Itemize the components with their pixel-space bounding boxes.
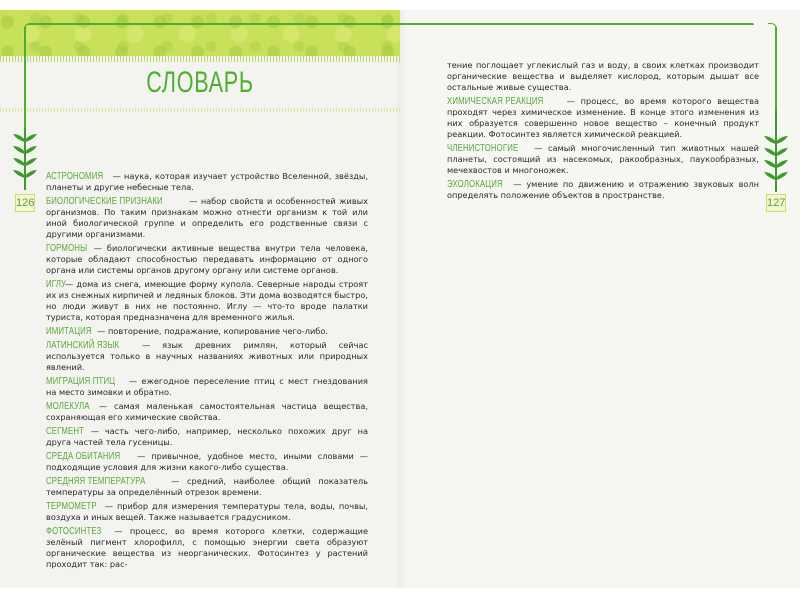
glossary-entry [46,326,368,337]
glossary-entry [46,451,368,473]
glossary-term: МИГРАЦИЯ ПТИЦ [46,376,116,387]
glossary-continuation: тение поглощает углекислый газ и воду, в своих клетках производит органические вещества и выделяет кислород, которым дышат все остальные живые существа. [447,60,759,92]
page-number-right: 127 [766,194,786,212]
glossary-definition: — ежегодное переселение птиц с мест гнездования на место зимовки и обратно. [46,376,368,397]
glossary-entry [447,96,759,140]
glossary-definition: — средний, наиболее общий показатель температуры за определённый отрезок времени. [46,476,368,497]
glossary-term: ЛАТИНСКИЙ ЯЗЫК [46,340,120,351]
glossary-left-column [46,171,368,573]
glossary-definition: — повторение, подражание, копирование чего-либо. [94,326,328,336]
page-number-left: 126 [15,194,35,212]
plant-sprout-icon [759,110,793,198]
glossary-term: ЭХОЛОКАЦИЯ [447,179,503,190]
book-spread [0,10,800,588]
glossary-entry [447,143,759,176]
glossary-entry [46,171,368,193]
glossary-entry [46,476,368,498]
glossary-entry [46,376,368,398]
glossary-term: ФОТОСИНТЕЗ [46,526,102,537]
glossary-term: СЕГМЕНТ [46,426,85,437]
glossary-entry [46,243,368,276]
glossary-term: МОЛЕКУЛА [46,401,90,412]
glossary-definition: — процесс, во время которого вещества проходят через химическое изменение. В конце этого изменения из них образуется совершенно новое вещество – конечный продукт реакции. Фотосинтез является химической реакцией. [447,96,759,139]
glossary-term: ИГЛУ [46,279,67,290]
frame-top-line [28,23,754,25]
glossary-entry [46,526,368,570]
glossary-term: АСТРОНОМИЯ [46,171,104,182]
glossary-term: ЧЛЕНИСТОНОГИЕ [447,143,519,154]
glossary-term: ТЕРМОМЕТР [46,501,97,512]
glossary-entry [46,401,368,423]
glossary-definition: — процесс, во время которого клетки, содержащие зелёный пигмент хлорофилл, с помощью энергии света образуют органические вещества из неорганических. Фотосинтез у растений проходит так: рас- [46,526,368,569]
glossary-definition: — самый многочисленный тип животных нашей планеты, состоящий из насекомых, ракообразных, паукообразных, мечехвостов и многоножек. [447,143,759,175]
glossary-entry [46,340,368,373]
glossary-definition: — прибор для измерения температуры тела, воды, почвы, воздуха и иных вещей. Также называется градусником. [46,501,368,522]
plant-sprout-icon [8,128,42,198]
glossary-definition: — язык древних римлян, который сейчас используется только в научных названиях животных или природных явлений. [46,340,368,372]
page-title: СЛОВАРЬ [146,66,254,99]
glossary-definition: — дома из снега, имеющие форму купола. Северные народы строят их из снежных кирпичей и ледяных блоков. Эти дома возводятся быстро, но люди живут в них не постоянно. Иглу — что-то вроде палатки туриста, которая предназначена для временного жилья. [46,279,368,322]
glossary-definition: — самая маленькая самостоятельная частица вещества, сохраняющая его химические свойства. [46,401,368,422]
glossary-definition: — наука, которая изучает устройство Вселенной, звёзды, планеты и другие небесные тела. [46,171,368,192]
glossary-definition: — часть чего-либо, например, несколько похожих друг на друга частей тела гусеницы. [46,426,368,447]
glossary-term: ГОРМОНЫ [46,243,88,254]
glossary-entry [46,196,368,240]
glossary-definition: — привычное, удобное место, иными словами — подходящие условия для жизни какого-либо существа. [46,451,368,472]
glossary-definition: — набор свойств и особенностей живых организмов. По таким признакам можно отнести организм к той или иной биологической группе и определить его родственные связи с другими организмами. [46,196,368,239]
glossary-right-column [447,60,759,204]
frame-left-corner [24,23,32,31]
glossary-entry [46,501,368,523]
glossary-entry [447,179,759,201]
glossary-definition: — биологически активные вещества внутри тела человека, которые обладают способностью передавать информацию от одного органа или системы органов другому органу или системе органов. [46,243,368,275]
glossary-entry [46,426,368,448]
glossary-term: ХИМИЧЕСКАЯ РЕАКЦИЯ [447,96,544,107]
glossary-definition: — умение по движению и отражению звуковых волн определять положение объектов в пространстве. [447,179,759,200]
book-gutter [396,10,406,588]
header-band [0,10,400,56]
glossary-term: БИОЛОГИЧЕСКИЕ ПРИЗНАКИ [46,196,163,207]
header-fringe [0,56,400,62]
title-underline-fringe [0,108,400,112]
glossary-term: СРЕДНЯЯ ТЕМПЕРАТУРА [46,476,146,487]
glossary-entry [46,279,368,323]
glossary-term: СРЕДА ОБИТАНИЯ [46,451,121,462]
glossary-term: ИМИТАЦИЯ [46,326,92,337]
